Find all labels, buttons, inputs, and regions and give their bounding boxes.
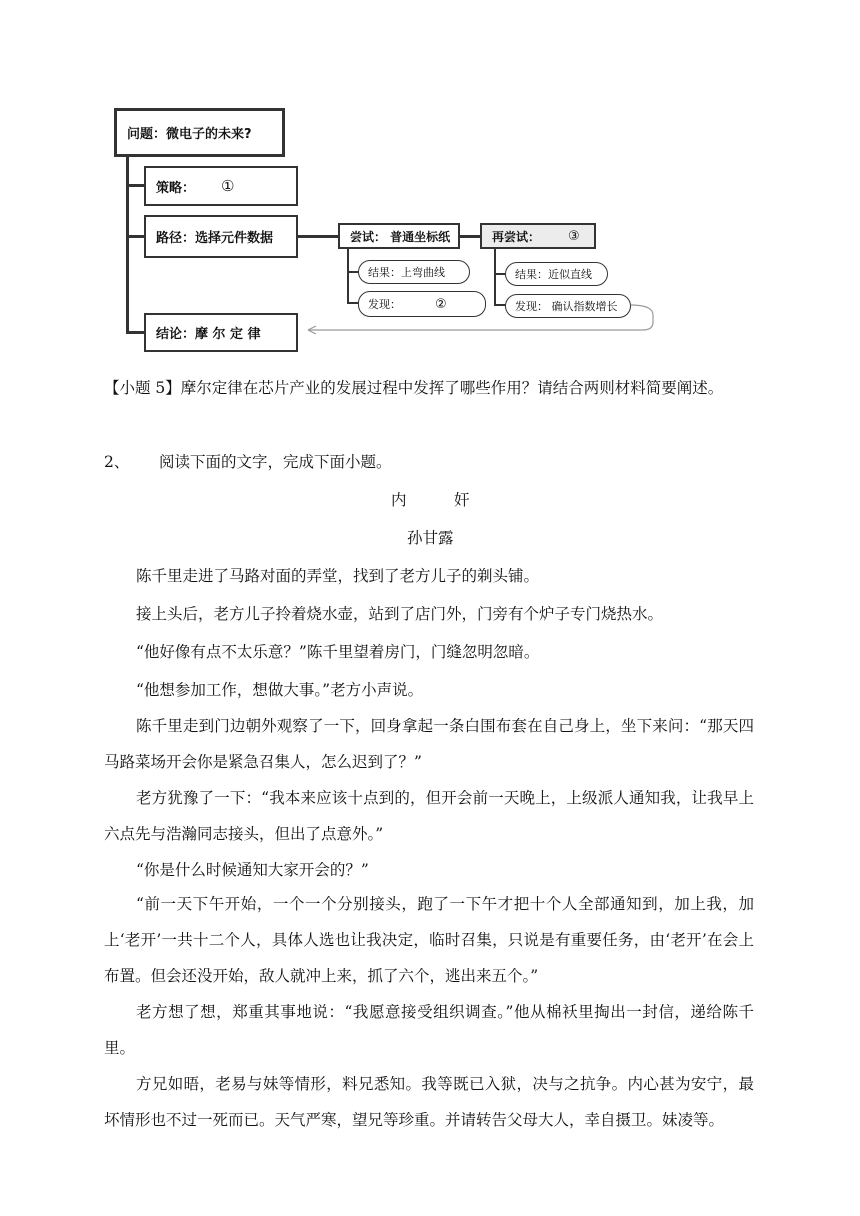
strategy-label: 策略： <box>156 180 196 196</box>
section-number: 2、 <box>104 453 130 471</box>
path-box <box>144 215 298 258</box>
question-5: 【小题 5】摩尔定律在芯片产业的发展过程中发挥了哪些作用？请结合两则材料简要阐述。 <box>104 379 724 397</box>
story-paragraph-6: 老方犹豫了一下：“我本来应该十点到的，但开会前一天晚上，上级派人通知我，让我早上六点先与浩瀚同志接头，但出了点意外。” <box>104 789 754 843</box>
feedback-arrow <box>296 300 661 340</box>
story-paragraph-1: 陈千里走进了马路对面的弄堂，找到了老方儿子的剃头铺。 <box>136 567 540 585</box>
conclusion-label: 结论：摩 尔 定 律 <box>156 327 261 342</box>
story-paragraph-7: “你是什么时候通知大家开会的？” <box>136 861 369 879</box>
section-instruction: 阅读下面的文字，完成下面小题。 <box>159 453 392 471</box>
try2-result-pill <box>505 262 608 286</box>
conclusion-box <box>144 313 298 352</box>
try2-finding-label: 发现： 确认指数增长 <box>515 300 618 313</box>
try1-result-label: 结果：上弯曲线 <box>368 266 445 279</box>
story-paragraph-3: “他好像有点不太乐意？”陈千里望着房门，门缝忽明忽暗。 <box>136 643 540 661</box>
try1-result-pill <box>358 260 470 284</box>
branch-path <box>126 235 146 238</box>
try2-result-label: 结果：近似直线 <box>515 268 592 281</box>
branch-conclusion <box>126 331 146 334</box>
question-box <box>114 108 285 157</box>
story-author: 孙甘露 <box>407 529 454 547</box>
blank-3: ③ <box>568 228 580 244</box>
try2-trunk <box>494 249 496 305</box>
try1-trunk <box>347 249 349 303</box>
story-paragraph-5: 陈千里走到门边朝外观察了一下，回身拿起一条白围布套在自己身上，坐下来问：“那天四马路菜场开会你是紧急召集人，怎么迟到了？” <box>104 717 754 771</box>
branch-strategy <box>126 184 146 187</box>
story-paragraph-2: 接上头后，老方儿子拎着烧水壶，站到了店门外，门旁有个炉子专门烧热水。 <box>136 605 664 623</box>
try1-label: 尝试： 普通坐标纸 <box>350 229 451 244</box>
story-paragraph-4: “他想参加工作，想做大事。”老方小声说。 <box>136 681 424 699</box>
try1-box <box>338 223 460 249</box>
story-paragraph-8: “前一天下午开始，一个一个分别接头，跑了一下午才把十个人全部通知到，加上我，加上‘老开’一共十二个人，具体人选也让我决定，临时召集，只说是有重要任务，由‘老开’在会上布置。但会还没开始，敌人就冲上来，抓了六个，逃出来五个。” <box>104 895 754 985</box>
path-to-try-line <box>298 235 338 238</box>
blank-2: ② <box>435 296 447 312</box>
story-title-part-2: 奸 <box>454 491 470 509</box>
path-label: 路径：选择元件数据 <box>156 231 274 246</box>
blank-1: ① <box>221 177 235 195</box>
strategy-box <box>144 166 298 206</box>
try1-finding-label: 发现： <box>368 298 401 311</box>
story-paragraph-10: 方兄如晤，老易与妹等情形，料兄悉知。我等既已入狱，决与之抗争。内心甚为安宁，最坏情形也不过一死而已。天气严寒，望兄等珍重。并请转告父母大人，幸自摄卫。妹凌等。 <box>104 1075 754 1129</box>
try2-box <box>480 223 596 249</box>
try-link-line <box>460 235 480 238</box>
question-label: 问题：微电子的未来? <box>127 127 252 142</box>
story-title-part-1: 内 <box>391 491 407 509</box>
try2-label: 再尝试： <box>492 229 541 244</box>
story-paragraph-9: 老方想了想，郑重其事地说：“我愿意接受组织调查。”他从棉袄里掏出一封信，递给陈千里。 <box>104 1003 754 1057</box>
